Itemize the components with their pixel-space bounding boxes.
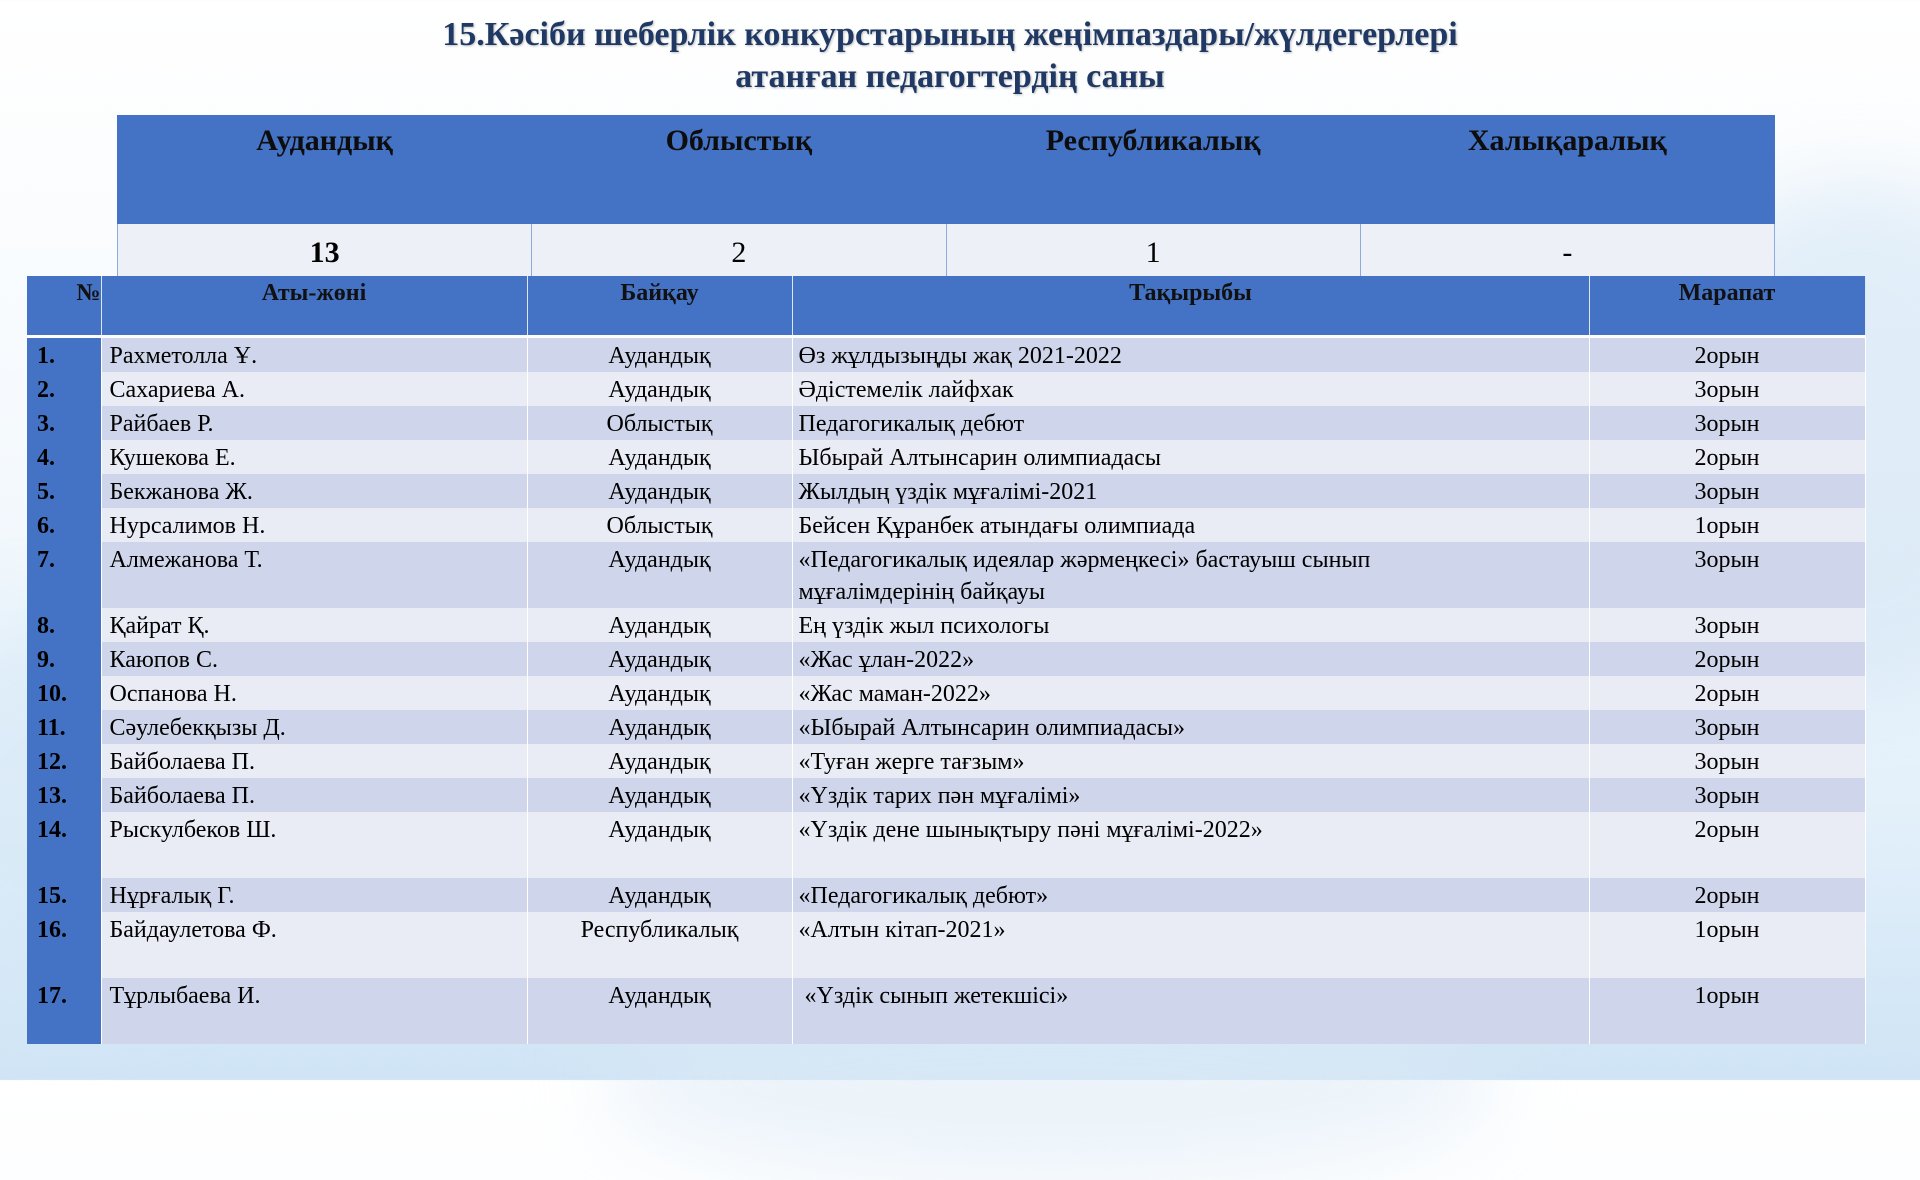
summary-header-international: Халықаралық [1360, 116, 1774, 224]
row-award: 1орын [1589, 978, 1865, 1044]
table-row [27, 744, 1865, 778]
row-topic: «Ыбырай Алтынсарин олимпиадасы» [792, 710, 1589, 744]
row-number: 15. [27, 878, 101, 912]
row-topic: Бейсен Құранбек атындағы олимпиада [792, 508, 1589, 542]
row-number: 8. [27, 608, 101, 642]
row-number: 14. [27, 812, 101, 878]
table-row [27, 406, 1865, 440]
row-name: Байдаулетова Ф. [101, 912, 527, 978]
row-name: Оспанова Н. [101, 676, 527, 710]
row-topic: «Педагогикалық дебют» [792, 878, 1589, 912]
row-number: 11. [27, 710, 101, 744]
table-row [27, 676, 1865, 710]
row-name: Нұрғалық Г. [101, 878, 527, 912]
row-name: Сахариева А. [101, 372, 527, 406]
row-award: 3орын [1589, 778, 1865, 812]
row-name: Райбаев Р. [101, 406, 527, 440]
row-category: Облыстық [527, 508, 792, 542]
row-number: 13. [27, 778, 101, 812]
table-row [27, 912, 1865, 978]
row-name: Алмежанова Т. [101, 542, 527, 608]
header-topic: Тақырыбы [792, 276, 1589, 337]
row-name: Рахметолла Ұ. [101, 337, 527, 373]
row-topic: «Жас ұлан-2022» [792, 642, 1589, 676]
slide-title-line-1: 15.Кәсіби шеберлік конкурстарының жеңімпаздары/жүлдегерлері [442, 16, 1458, 53]
header-number: № [27, 276, 101, 337]
row-topic: Педагогикалық дебют [792, 406, 1589, 440]
row-category: Республикалық [527, 912, 792, 978]
row-category: Аудандық [527, 744, 792, 778]
row-name: Нурсалимов Н. [101, 508, 527, 542]
table-row [27, 440, 1865, 474]
row-topic: «Алтын кітап-2021» [792, 912, 1589, 978]
summary-value-international: - [1360, 224, 1774, 283]
row-number: 3. [27, 406, 101, 440]
row-number: 1. [27, 337, 101, 373]
row-award: 2орын [1589, 878, 1865, 912]
table-row [27, 812, 1865, 878]
row-category: Аудандық [527, 372, 792, 406]
row-number: 12. [27, 744, 101, 778]
row-category: Аудандық [527, 608, 792, 642]
row-category: Аудандық [527, 878, 792, 912]
row-name: Каюпов С. [101, 642, 527, 676]
table-row [27, 978, 1865, 1044]
row-award: 2орын [1589, 440, 1865, 474]
row-name: Кушекова Е. [101, 440, 527, 474]
row-topic: «Педагогикалық идеялар жәрмеңкесі» бастауыш сынып мұғалімдерінің байқауы [792, 542, 1589, 608]
header-category: Байқау [527, 276, 792, 337]
row-name: Байболаева П. [101, 778, 527, 812]
winners-table [27, 276, 1866, 1044]
row-category: Аудандық [527, 642, 792, 676]
table-row [27, 608, 1865, 642]
row-category: Аудандық [527, 542, 792, 608]
row-name: Тұрлыбаева И. [101, 978, 527, 1044]
row-name: Сәулебекқызы Д. [101, 710, 527, 744]
row-category: Облыстық [527, 406, 792, 440]
slide-title [0, 14, 1900, 98]
table-row [27, 372, 1865, 406]
row-topic: Өз жұлдызыңды жақ 2021-2022 [792, 337, 1589, 373]
row-award: 1орын [1589, 912, 1865, 978]
table-row [27, 778, 1865, 812]
row-number: 5. [27, 474, 101, 508]
row-topic: Әдістемелік лайфхак [792, 372, 1589, 406]
row-category: Аудандық [527, 337, 792, 373]
row-award: 1орын [1589, 508, 1865, 542]
row-topic: «Туған жерге тағзым» [792, 744, 1589, 778]
row-number: 7. [27, 542, 101, 608]
row-award: 2орын [1589, 642, 1865, 676]
row-award: 3орын [1589, 474, 1865, 508]
row-number: 17. [27, 978, 101, 1044]
row-topic: «Үздік тарих пән мұғалімі» [792, 778, 1589, 812]
row-category: Аудандық [527, 978, 792, 1044]
row-name: Бекжанова Ж. [101, 474, 527, 508]
table-row [27, 508, 1865, 542]
summary-table [117, 115, 1775, 283]
table-row [27, 542, 1865, 608]
table-row [27, 878, 1865, 912]
row-topic: «Үздік дене шынықтыру пәні мұғалімі-2022» [792, 812, 1589, 878]
row-category: Аудандық [527, 812, 792, 878]
row-number: 4. [27, 440, 101, 474]
row-number: 9. [27, 642, 101, 676]
row-award: 3орын [1589, 542, 1865, 608]
row-category: Аудандық [527, 474, 792, 508]
summary-value-republican: 1 [946, 224, 1360, 283]
table-row [27, 474, 1865, 508]
row-award: 3орын [1589, 608, 1865, 642]
table-row [27, 710, 1865, 744]
row-award: 2орын [1589, 337, 1865, 373]
row-award: 3орын [1589, 710, 1865, 744]
row-topic: Жылдың үздік мұғалімі-2021 [792, 474, 1589, 508]
table-header-row [27, 276, 1865, 337]
row-award: 3орын [1589, 372, 1865, 406]
summary-header-republican: Республикалық [946, 116, 1360, 224]
row-award: 2орын [1589, 676, 1865, 710]
row-topic: Ең үздік жыл психологы [792, 608, 1589, 642]
row-award: 2орын [1589, 812, 1865, 878]
table-row [27, 337, 1865, 373]
header-name: Аты-жөні [101, 276, 527, 337]
row-award: 3орын [1589, 744, 1865, 778]
header-award: Марапат [1589, 276, 1865, 337]
row-number: 10. [27, 676, 101, 710]
table-row [27, 642, 1865, 676]
row-category: Аудандық [527, 710, 792, 744]
row-number: 6. [27, 508, 101, 542]
row-topic: «Жас маман-2022» [792, 676, 1589, 710]
summary-value-row [118, 224, 1775, 283]
row-topic: Ыбырай Алтынсарин олимпиадасы [792, 440, 1589, 474]
slide-title-line-2: атанған педагогтердің саны [735, 58, 1165, 95]
summary-header-district: Аудандық [118, 116, 532, 224]
row-name: Рыскулбеков Ш. [101, 812, 527, 878]
row-number: 2. [27, 372, 101, 406]
row-category: Аудандық [527, 440, 792, 474]
row-topic: «Үздік сынып жетекшісі» [792, 978, 1589, 1044]
row-name: Қайрат Қ. [101, 608, 527, 642]
summary-value-regional: 2 [532, 224, 946, 283]
summary-value-district: 13 [118, 224, 532, 283]
row-category: Аудандық [527, 676, 792, 710]
row-category: Аудандық [527, 778, 792, 812]
row-award: 3орын [1589, 406, 1865, 440]
row-number: 16. [27, 912, 101, 978]
row-name: Байболаева П. [101, 744, 527, 778]
summary-header-row [118, 116, 1775, 224]
summary-header-regional: Облыстық [532, 116, 946, 224]
